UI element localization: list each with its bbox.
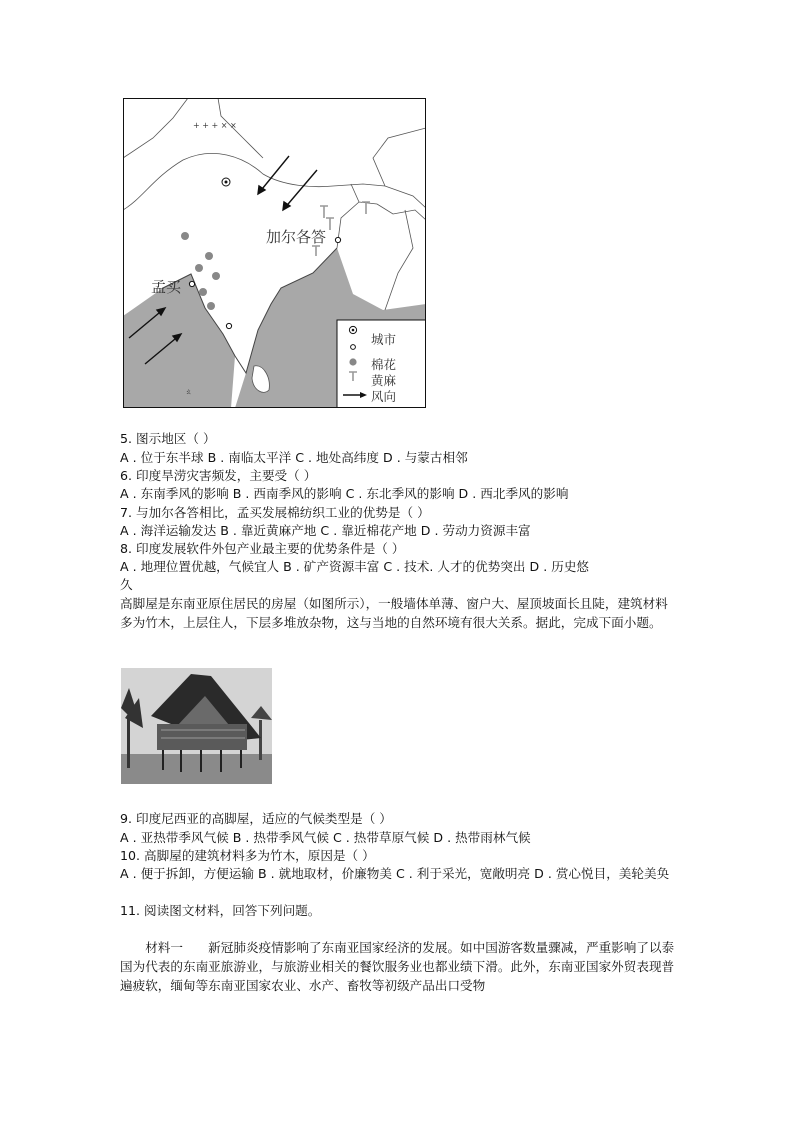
question-10-options: A . 便于拆卸，方便运输 B . 就地取材，价廉物美 C . 利于采光，宽敞明亮 D . 赏心悦目，美轮美奂 [120,866,670,881]
dispute-line: + + + × × [193,121,237,130]
material-one: 材料一 新冠肺炎疫情影响了东南亚国家经济的发展。如中国游客数量骤减，严重影响了以泰国为代表的东南亚旅游业，与旅游业相关的餐饮服务业也都业绩下滑。此外，东南亚国家外贸表现普遍疲软，缅甸等东南亚国家农业、水产、畜牧等初级产品出口受物 [120,940,675,993]
capital-city-symbol [222,178,230,186]
question-9: 9. 印度尼西亚的高脚屋，适应的气候类型是（ ） [120,811,392,826]
question-6-options: A . 东南季风的影响 B . 西南季风的影响 C . 东北季风的影响 D . 西北季风的影响 [120,486,569,501]
legend-cotton: 棉花 [371,357,397,372]
map-legend [337,320,426,408]
mumbai-dot [189,281,194,286]
question-7: 7. 与加尔各答相比，孟买发展棉纺织工业的优势是（ ） [120,505,430,520]
question-5-options: A . 位于东半球 B . 南临太平洋 C . 地处高纬度 D . 与蒙古相邻 [120,450,468,465]
southern-city-dot [226,323,231,328]
question-11: 11. 阅读图文材料，回答下列问题。 [120,903,321,918]
kolkata-label: 加尔各答 [266,228,327,246]
question-8-options: A . 地理位置优越，气候宜人 B . 矿产资源丰富 C . 技术. 人才的优势突出 D . 历史悠 [120,559,590,574]
question-9-options: A . 亚热带季风气候 B . 热带季风气候 C . 热带草原气候 D . 热带雨林气候 [120,830,531,845]
question-5: 5. 图示地区（ ） [120,431,216,446]
question-6: 6. 印度旱涝灾害频发，主要受（ ） [120,468,317,483]
stilt-house-photo [121,668,272,784]
question-8-options-cont: 久 [120,577,133,592]
question-8: 8. 印度发展软件外包产业最主要的优势条件是（ ） [120,541,405,556]
legend-wind: 风向 [371,389,397,404]
kolkata-dot [335,237,340,242]
legend-jute: 黄麻 [371,373,397,388]
india-map [123,98,426,408]
question-10: 10. 高脚屋的建筑材料多为竹木，原因是（ ） [120,848,375,863]
question-7-options: A . 海洋运输发达 B . 靠近黄麻产地 C . 靠近棉花产地 D . 劳动力资源丰富 [120,523,531,538]
small-mark: ㄠ [185,388,192,396]
legend-city: 城市 [371,332,397,347]
stilt-house-passage: 高脚屋是东南亚原住居民的房屋（如图所示），一般墙体单薄、窗户大、屋顶坡面长且陡，建筑材料多为竹木，上层住人，下层多堆放杂物，这与当地的自然环境有很大关系。据此，完成下面小题。 [120,596,668,630]
mumbai-label: 孟买 [151,278,182,296]
